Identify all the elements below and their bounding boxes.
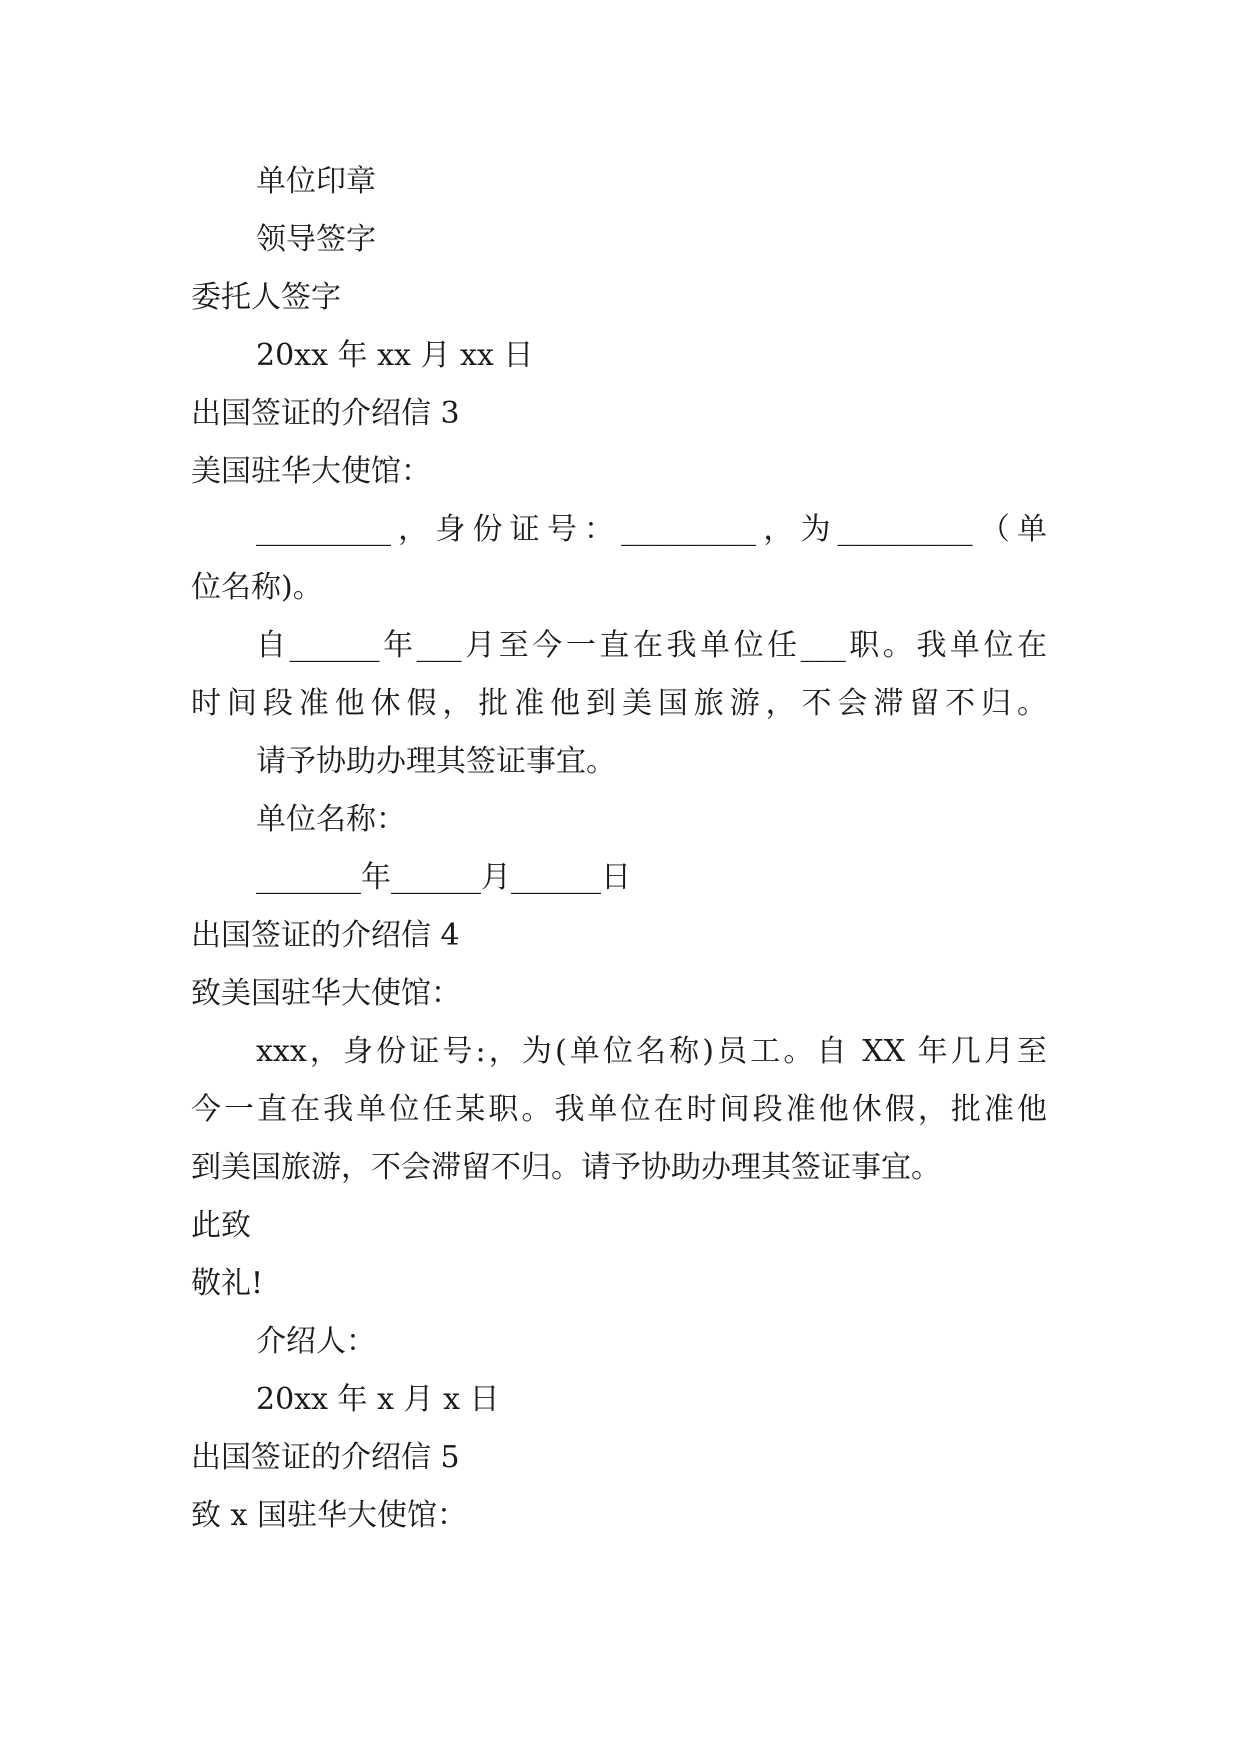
letter-3-paragraph-2-line-1: 自______年___月至今一直在我单位任___职。我单位在 [256, 628, 1047, 663]
letter-4-body-line-3: 到美国旅游，不会滞留不归。请予协助办理其签证事宜。 [191, 1150, 941, 1185]
letter-4-introducer: 介绍人： [256, 1324, 376, 1359]
leader-signature-line: 领导签字 [256, 222, 376, 257]
letter-5-addressee: 致 x 国驻华大使馆： [191, 1498, 467, 1533]
letter-4-closing-1: 此致 [191, 1208, 251, 1243]
letter-5-title: 出国签证的介绍信 5 [191, 1440, 460, 1475]
letter-2-date: 20xx 年 xx 月 xx 日 [256, 338, 534, 373]
letter-3-paragraph-1-line-1: _________，身份证号：_________，为_________（单 [256, 512, 1047, 547]
letter-4-date: 20xx 年 x 月 x 日 [256, 1382, 500, 1417]
letter-3-paragraph-1-line-2: 位名称)。 [191, 570, 323, 605]
letter-3-paragraph-2-line-2: 时间段准他休假，批准他到美国旅游，不会滞留不归。 [191, 686, 1047, 721]
unit-seal-line: 单位印章 [256, 164, 376, 199]
letter-3-request: 请予协助办理其签证事宜。 [256, 744, 616, 779]
letter-3-addressee: 美国驻华大使馆： [191, 454, 431, 489]
letter-4-closing-2: 敬礼! [191, 1266, 264, 1301]
letter-4-title: 出国签证的介绍信 4 [191, 918, 460, 953]
letter-4-body-line-2: 今一直在我单位任某职。我单位在时间段准他休假，批准他 [191, 1092, 1047, 1127]
letter-3-unit-name: 单位名称： [256, 802, 406, 837]
letter-3-title: 出国签证的介绍信 3 [191, 396, 460, 431]
letter-4-body-line-1: xxx，身份证号:，为(单位名称)员工。自 XX 年几月至 [256, 1034, 1047, 1069]
client-signature-line: 委托人签字 [191, 280, 341, 315]
letter-3-date-blank: _______年______月______日 [256, 860, 631, 895]
letter-4-addressee: 致美国驻华大使馆： [191, 976, 461, 1011]
